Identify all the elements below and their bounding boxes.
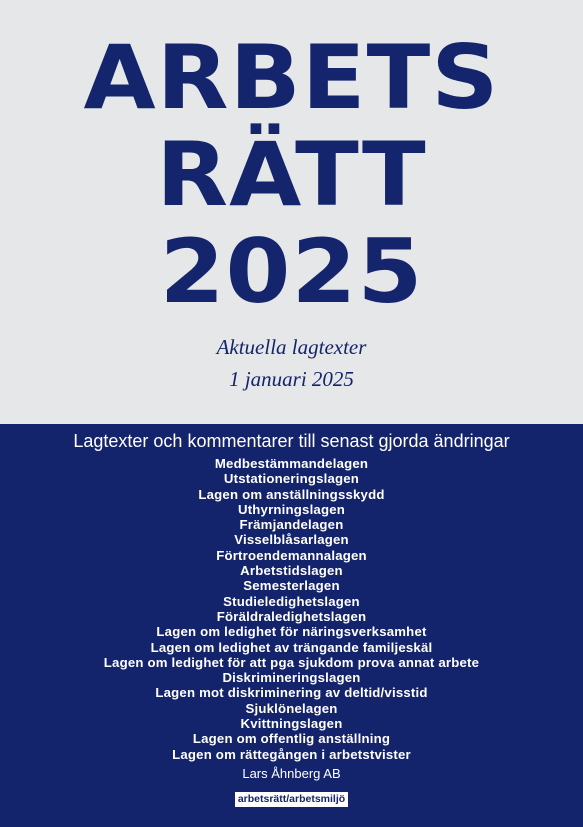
law-item: Lagen om offentlig anställning — [192, 731, 391, 747]
title-line-2: RÄTT — [156, 123, 427, 226]
tagline: Lagtexter och kommentarer till senast gjorda ändringar — [73, 431, 510, 451]
law-list — [0, 456, 583, 762]
law-item: Lagen om anställningsskydd — [198, 486, 385, 502]
law-item: Lagen mot diskriminering av deltid/visstid — [155, 685, 428, 701]
law-item: Föräldraledighetslagen — [216, 608, 367, 624]
law-item: Kvittningslagen — [240, 716, 343, 732]
law-item: Sjuklönelagen — [245, 700, 338, 716]
title-line-1: ARBETS — [83, 26, 500, 129]
law-item: Diskrimineringslagen — [222, 670, 361, 686]
law-item: Visselblåsarlagen — [234, 532, 349, 548]
law-item: Studieledighetslagen — [223, 593, 360, 609]
law-item: Lagen om ledighet för att pga sjukdom prova annat arbete — [103, 654, 480, 670]
publisher-label: arbetsrätt/arbetsmiljö — [235, 792, 348, 807]
author: Lars Åhnberg AB — [242, 766, 341, 781]
law-item: Medbestämmandelagen — [214, 456, 369, 471]
law-item: Lagen om ledighet för näringsverksamhet — [156, 624, 427, 640]
law-item: Utstationeringslagen — [223, 471, 360, 487]
publisher-block — [0, 787, 583, 807]
law-item: Förtroendemannalagen — [216, 547, 367, 563]
law-item: Arbetstidslagen — [240, 563, 343, 579]
law-item: Främjandelagen — [239, 517, 344, 533]
subtitle: Aktuella lagtexter — [216, 335, 367, 359]
title-year: 2025 — [159, 220, 424, 323]
law-item: Uthyrningslagen — [237, 501, 346, 517]
law-item: Lagen om ledighet av trängande familjeskäl — [150, 639, 433, 655]
cover-bottom-panel — [0, 424, 583, 827]
law-item: Lagen om rättegången i arbetstvister — [172, 746, 411, 762]
edition-date: 1 januari 2025 — [229, 367, 354, 391]
law-item: Semesterlagen — [243, 578, 340, 594]
